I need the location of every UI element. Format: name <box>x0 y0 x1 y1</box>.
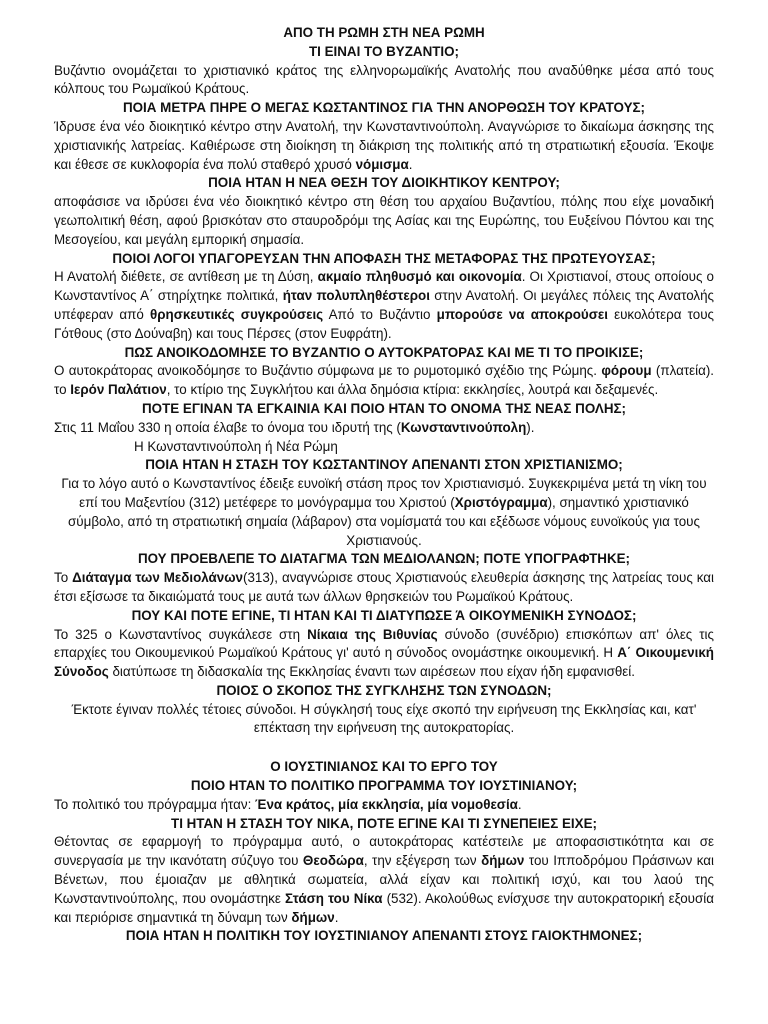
question-heading: ΤΙ ΕΙΝΑΙ ΤΟ ΒΥΖΑΝΤΙΟ; <box>308 43 460 59</box>
answer-paragraph: Για το λόγο αυτό ο Κωνσταντίνος έδειξε ευνοϊκή στάση προς τον Χριστιανισμό. Συγκεκριμένα μετά τη νίκη του επί του Μαξεντίου (312) μετέφερε το μονόγραμμα του Χριστού (Χριστόγραμμα), σημαντικό χριστιανικό σύμβολο, από τη στρατιωτική σημαία (λάβαρον) στα νομίσματά του και εξέδωσε νόμους ευνοϊκούς για τους Χριστιανούς. <box>61 476 707 548</box>
question-heading: ΠΟΙΑ ΗΤΑΝ Η ΠΟΛΙΤΙΚΗ ΤΟΥ ΙΟΥΣΤΙΝΙΑΝΟΥ ΑΠΕΝΑΝΤΙ ΣΤΟΥΣ ΓΑΙΟΚΤΗΜΟΝΕΣ; <box>125 928 643 944</box>
question-heading: ΠΟΙΑ ΗΤΑΝ Η ΝΕΑ ΘΕΣΗ ΤΟΥ ΔΙΟΙΚΗΤΙΚΟΥ ΚΕΝΤΡΟΥ; <box>208 175 560 191</box>
question-heading: ΠΟΙΟΙ ΛΟΓΟΙ ΥΠΑΓΟΡΕΥΣΑΝ ΤΗΝ ΑΠΟΦΑΣΗ ΤΗΣ ΜΕΤΑΦΟΡΑΣ ΤΗΣ ΠΡΩΤΕΥΟΥΣΑΣ; <box>112 250 656 266</box>
answer-paragraph: Η Ανατολή διέθετε, σε αντίθεση με τη Δύση, ακμαίο πληθυσμό και οικονομία. Οι Χριστιανοί, στους οποίους ο Κωνσταντίνος Α΄ στηρίχτηκε πολιτικά, ήταν πολυπληθέστεροι στην Ανατολή. Οι μεγάλες πόλεις της Ανατολής υπέφεραν από θρησκευτικές συγκρούσεις Από το Βυζάντιο μπορούσε να αποκρούσει ευκολότερα τους Γότθους (στο Δούναβη) και τους Πέρσες (στον Ευφράτη). <box>54 269 714 341</box>
question-heading: ΠΟΙΟ ΗΤΑΝ ΤΟ ΠΟΛΙΤΙΚΟ ΠΡΟΓΡΑΜΜΑ ΤΟΥ ΙΟΥΣΤΙΝΙΑΝΟΥ; <box>190 778 578 794</box>
question-heading: ΠΩΣ ΑΝΟΙΚΟΔΟΜΗΣΕ ΤΟ ΒΥΖΑΝΤΙΟ Ο ΑΥΤΟΚΡΑΤΟΡΑΣ ΚΑΙ ΜΕ ΤΙ ΤΟ ΠΡΟΙΚΙΣΕ; <box>124 344 644 360</box>
answer-paragraph: Βυζάντιο ονομάζεται το χριστιανικό κράτος της ελληνορωμαϊκής Ανατολής που αναδύθηκε μέσα από τους κόλπους του Ρωμαϊκού Κράτους. <box>54 62 714 97</box>
answer-line: Η Κωνσταντινούπολη ή Νέα Ρώμη <box>134 438 338 454</box>
question-heading: ΠΟΙΑ ΜΕΤΡΑ ΠΗΡΕ Ο ΜΕΓΑΣ ΚΩΣΤΑΝΤΙΝΟΣ ΓΙΑ ΤΗΝ ΑΝΟΡΘΩΣΗ ΤΟΥ ΚΡΑΤΟΥΣ; <box>122 100 646 116</box>
document-title: ΑΠΟ ΤΗ ΡΩΜΗ ΣΤΗ ΝΕΑ ΡΩΜΗ <box>283 25 485 40</box>
answer-paragraph: Θέτοντας σε εφαρμογή το πρόγραμμα αυτό, ο αυτοκράτορας κατέστειλε με αποφασιστικότητα και σε συνεργασία με την ικανότατη σύζυγο του Θεοδώρα, την εξέγερση των δήμων του Ιπποδρόμου Πράσινων και Βένετων, που έμοιαζαν με αθλητικά σωματεία, αλλά είχαν και πολιτική ισχύ, και του λαού της Κωνσταντινούπολης, που ονομάστηκε Στάση του Νίκα (532). Ακολούθως ενίσχυσε την αυτοκρατορική εξουσία και περιόρισε σημαντικά τη δύναμη των δήμων. <box>54 834 715 925</box>
answer-paragraph: Ίδρυσε ένα νέο διοικητικό κέντρο στην Ανατολή, την Κωνσταντινούπολη. Αναγνώρισε το δικαίωμα άσκησης της χριστιανικής λατρείας. Καθιέρωσε στη διοίκηση τη διάκριση της πολιτικής από τη στρατιωτική εξουσία. Έκοψε και έθεσε σε κυκλοφορία ένα πολύ σταθερό χρυσό νόμισμα. <box>54 118 714 172</box>
answer-paragraph: Ο αυτοκράτορας ανοικοδόμησε το Βυζάντιο σύμφωνα με το ρυμοτομικό σχέδιο της Ρώμης. φόρουμ (πλατεία). το Ιερόν Παλάτιον, το κτίριο της Συγκλήτου και άλλα δημόσια κτίρια: εκκλησίες, λουτρά και δεξαμενές. <box>54 363 715 398</box>
question-heading: ΠΟΙΑ ΗΤΑΝ Η ΣΤΑΣΗ ΤΟΥ ΚΩΣΤΑΝΤΙΝΟΥ ΑΠΕΝΑΝΤΙ ΣΤΟΝ ΧΡΙΣΤΙΑΝΙΣΜΟ; <box>145 457 623 473</box>
question-heading: ΠΟΤΕ ΕΓΙΝΑΝ ΤΑ ΕΓΚΑΙΝΙΑ ΚΑΙ ΠΟΙΟ ΗΤΑΝ ΤΟ ΟΝΟΜΑ ΤΗΣ ΝΕΑΣ ΠΟΛΗΣ; <box>142 400 626 416</box>
section-title: Ο ΙΟΥΣΤΙΝΙΑΝΟΣ ΚΑΙ ΤΟ ΕΡΓΟ ΤΟΥ <box>270 759 498 775</box>
question-heading: ΠΟΥ ΚΑΙ ΠΟΤΕ ΕΓΙΝΕ, ΤΙ ΗΤΑΝ ΚΑΙ ΤΙ ΔΙΑΤΥΠΩΣΕ Ά ΟΙΚΟΥΜΕΝΙΚΗ ΣΥΝΟΔΟΣ; <box>131 607 637 623</box>
answer-paragraph: αποφάσισε να ιδρύσει ένα νέο διοικητικό κέντρο στη θέση του αρχαίου Βυζαντίου, πόλης που είχε μοναδική γεωπολιτική θέση, αφού βρισκόταν στο σταυροδρόμι της Ασίας και της Ευρώπης, του Ευξείνου Πόντου και της Μεσογείου, και μεγάλη εμπορική σημασία. <box>54 194 714 247</box>
answer-paragraph: Έκτοτε έγιναν πολλές τέτοιες σύνοδοι. Η σύγκλησή τους είχε σκοπό την ειρήνευση της Εκκλησίας και, κατ' επέκταση την ειρήνευση της αυτοκρατορίας. <box>71 701 697 736</box>
answer-paragraph: Στις 11 Μαΐου 330 η οποία έλαβε το όνομα του ιδρυτή της (Κωνσταντινούπολη). <box>54 419 535 435</box>
question-heading: ΠΟΙΟΣ Ο ΣΚΟΠΟΣ ΤΗΣ ΣΥΓΚΛΗΣΗΣ ΤΩΝ ΣΥΝΟΔΩΝ; <box>216 682 552 698</box>
answer-paragraph: Το Διάταγμα των Μεδιολάνων(313), αναγνώρισε στους Χριστιανούς ελευθερία άσκησης της λατρείας τους και έτσι εξίσωσε τα δικαιώματά τους με αυτά των άλλων θρησκειών του Ρωμαϊκού Κράτους. <box>54 570 714 604</box>
section-spacer <box>54 738 714 758</box>
answer-paragraph: Το 325 ο Κωνσταντίνος συγκάλεσε στη Νίκαια της Βιθυνίας σύνοδο (συνέδριο) επισκόπων απ' όλες τις επαρχίες του Οικουμενικού Ρωμαϊκού Κράτους γι' αυτό η σύνοδος ονομάστηκε οικουμενική. Η Α΄ Οικουμενική Σύνοδος διατύπωσε τη διδασκαλία της Εκκλησίας έναντι των αιρέσεων που είχαν ήδη εμφανισθεί. <box>54 626 714 680</box>
question-heading: ΠΟΥ ΠΡΟΕΒΛΕΠΕ ΤΟ ΔΙΑΤΑΓΜΑ ΤΩΝ ΜΕΔΙΟΛΑΝΩΝ; ΠΟΤΕ ΥΠΟΓΡΑΦΤΗΚΕ; <box>137 551 631 567</box>
question-heading: ΤΙ ΗΤΑΝ Η ΣΤΑΣΗ ΤΟΥ ΝΙΚΑ, ΠΟΤΕ ΕΓΙΝΕ ΚΑΙ ΤΙ ΣΥΝΕΠΕΙΕΣ ΕΙΧΕ; <box>171 815 597 831</box>
answer-paragraph: Το πολιτικό του πρόγραμμα ήταν: Ένα κράτος, μία εκκλησία, μία νομοθεσία. <box>54 796 522 812</box>
